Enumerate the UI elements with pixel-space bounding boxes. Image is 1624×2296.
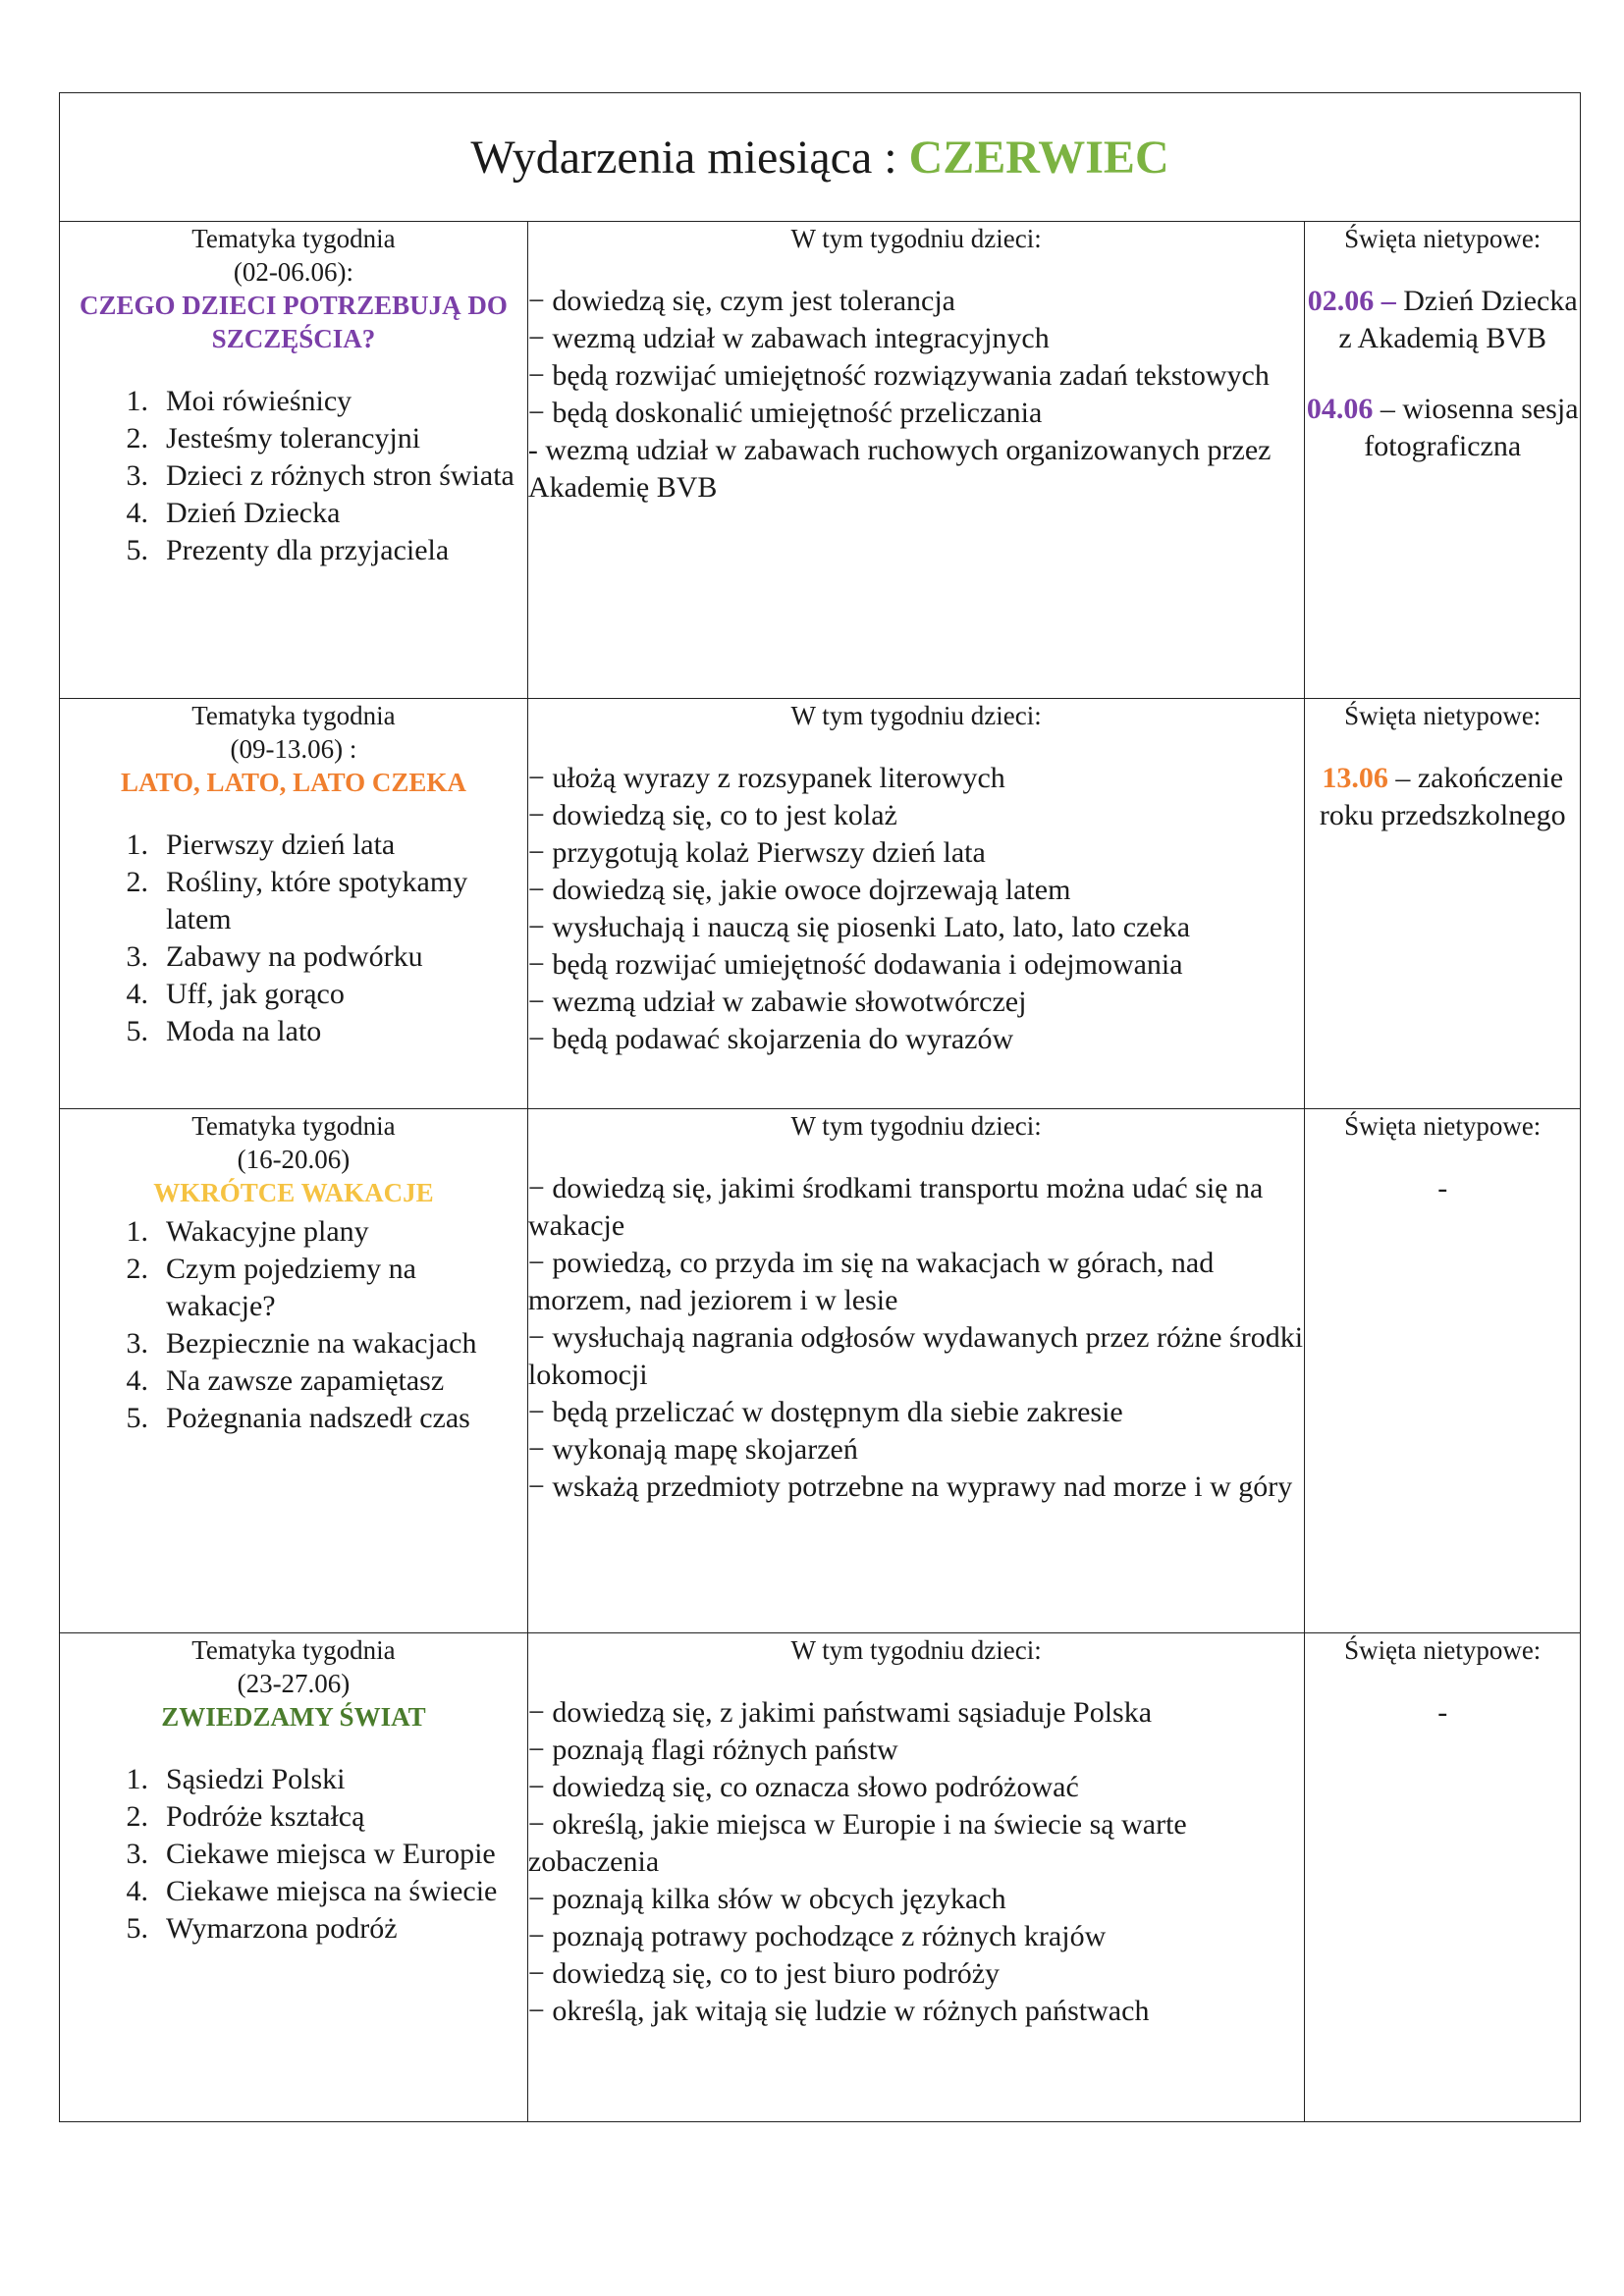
activity-item: − wskażą przedmioty potrzebne na wyprawy nad morze i w góry [527,1470,1293,1503]
holidays-header: Święta nietypowe: [1344,1111,1542,1141]
activity-item: − wykonają mapę skojarzeń [527,1433,858,1466]
topic-list [60,1213,527,1437]
week-holidays-cell [1305,1109,1581,1633]
activity-item: − będą podawać skojarzenia do wyrazów [527,1023,1014,1055]
topic-item: 2. Jesteśmy tolerancyjni [126,422,421,454]
topic-list [60,383,527,569]
topic-item: 5. Prezenty dla przyjaciela [126,534,450,566]
theme-name: ZWIEDZAMY ŚWIAT [161,1702,426,1732]
activity-item: − dowiedzą się, co to jest kolaż [527,799,897,831]
topic-item: 4. Uff, jak gorąco [126,978,345,1010]
topic-item: 3. Bezpiecznie na wakacjach [126,1327,477,1360]
theme-name: CZEGO DZIECI POTRZEBUJĄ DO SZCZĘŚCIA? [80,291,508,353]
monthly-events-table [59,92,1581,2122]
title-month: CZERWIEC [908,131,1169,184]
topic-item: 3. Dzieci z różnych stron świata [126,459,514,492]
activity-item: − poznają flagi różnych państw [527,1734,898,1766]
holiday-text: Dzień Dziecka z Akademią BVB [1338,285,1578,354]
topic-item: 5. Pożegnania nadszedł czas [126,1402,470,1434]
activity-item: − dowiedzą się, z jakimi państwami sąsiaduje Polska [527,1696,1153,1729]
topic-item: 3. Ciekawe miejsca w Europie [126,1838,496,1870]
activities-header: W tym tygodniu dzieci: [790,224,1042,253]
holidays-header: Święta nietypowe: [1344,1635,1542,1665]
week-row-2 [60,699,1581,1109]
holiday-date: 02.06 – [1307,285,1396,317]
topic-item: 1. Pierwszy dzień lata [126,828,396,861]
topic-item: 5. Wymarzona podróż [126,1912,398,1945]
theme-dates: (16-20.06) [237,1145,351,1174]
topic-item: 1. Wakacyjne plany [126,1215,369,1248]
topic-item: 2. Czym pojedziemy na wakacje? [126,1253,416,1322]
topic-item: 1. Sąsiedzi Polski [126,1763,346,1795]
theme-label: Tematyka tygodnia [191,701,396,730]
activity-item: − określą, jakie miejsca w Europie i na świecie są warte zobaczenia [527,1808,1187,1878]
activity-item: − wezmą udział w zabawach integracyjnych [527,322,1050,354]
week-theme-cell [60,1633,528,2122]
topic-item: 2. Podróże kształcą [126,1800,365,1833]
week-activities-cell [527,1109,1305,1633]
activity-item: − dowiedzą się, jakie owoce dojrzewają latem [527,874,1071,906]
topic-list [60,1761,527,1948]
holiday-date: 04.06 [1306,393,1374,425]
activity-item: − ułożą wyrazy z rozsypanek literowych [527,762,1005,794]
activity-item: − dowiedzą się, czym jest tolerancja [527,285,955,317]
title-prefix: Wydarzenia miesiąca : [470,131,897,184]
holiday-date: 13.06 [1322,762,1388,794]
activity-item: − poznają potrawy pochodzące z różnych krajów [527,1920,1107,1952]
holiday-text: – zakończenie roku przedszkolnego [1319,762,1566,831]
holiday-text: – wiosenna sesja fotograficzna [1364,393,1579,462]
activity-item: − poznają kilka słów w obcych językach [527,1883,1006,1915]
holiday-entry [1305,391,1580,465]
holidays-none: - [1437,1696,1448,1729]
activity-item: − dowiedzą się, jakimi środkami transportu można udać się na wakacje [527,1172,1264,1242]
theme-name: WKRÓTCE WAKACJE [153,1178,434,1207]
week-theme-cell [60,222,528,699]
theme-label: Tematyka tygodnia [191,1635,396,1665]
theme-label: Tematyka tygodnia [191,224,396,253]
activity-item: − dowiedzą się, co to jest biuro podróży [527,1957,1001,1990]
activity-item: − określą, jak witają się ludzie w różnych państwach [527,1995,1150,2027]
week-activities-cell [527,1633,1305,2122]
holiday-entry [1305,760,1580,834]
week-holidays-cell [1305,699,1581,1109]
week-holidays-cell [1305,222,1581,699]
week-holidays-cell [1305,1633,1581,2122]
page-title [60,93,1581,222]
activity-item: − przygotują kolaż Pierwszy dzień lata [527,836,986,869]
week-row-4 [60,1633,1581,2122]
activity-item: − wezmą udział w zabawie słowotwórczej [527,986,1027,1018]
activity-item: - wezmą udział w zabawach ruchowych organizowanych przez Akademię BVB [527,434,1272,504]
holidays-header: Święta nietypowe: [1344,224,1542,253]
topic-item: 4. Dzień Dziecka [126,497,341,529]
week-row-3 [60,1109,1581,1633]
topic-item: 3. Zabawy na podwórku [126,940,423,973]
topic-item: 4. Ciekawe miejsca na świecie [126,1875,498,1907]
activity-item: − dowiedzą się, co oznacza słowo podróżować [527,1771,1079,1803]
theme-name: LATO, LATO, LATO CZEKA [121,768,466,797]
topic-list [60,827,527,1050]
activity-item: − powiedzą, co przyda im się na wakacjach w górach, nad morzem, nad jeziorem i w lesie [527,1247,1215,1316]
week-row-1 [60,222,1581,699]
activity-item: − będą rozwijać umiejętność dodawania i odejmowania [527,948,1183,981]
topic-item: 2. Rośliny, które spotykamy latem [126,866,468,935]
activities-header: W tym tygodniu dzieci: [790,1111,1042,1141]
activities-header: W tym tygodniu dzieci: [790,701,1042,730]
week-theme-cell [60,699,528,1109]
topic-item: 4. Na zawsze zapamiętasz [126,1364,445,1397]
topic-item: 5. Moda na lato [126,1015,322,1047]
week-activities-cell [527,222,1305,699]
activity-item: − wysłuchają i nauczą się piosenki Lato, lato, lato czeka [527,911,1191,943]
holidays-header: Święta nietypowe: [1344,701,1542,730]
document-page [59,92,1581,2122]
activity-item: − będą doskonalić umiejętność przeliczania [527,397,1043,429]
activities-header: W tym tygodniu dzieci: [790,1635,1042,1665]
title-row [60,93,1581,222]
holiday-entry [1305,283,1580,357]
activity-item: − będą rozwijać umiejętność rozwiązywania zadań tekstowych [527,359,1270,392]
theme-label: Tematyka tygodnia [191,1111,396,1141]
holidays-none: - [1437,1172,1448,1204]
activity-item: − będą przeliczać w dostępnym dla siebie zakresie [527,1396,1123,1428]
theme-dates: (23-27.06) [237,1669,351,1698]
theme-dates: (09-13.06) : [230,734,357,764]
week-theme-cell [60,1109,528,1633]
topic-item: 1. Moi rówieśnicy [126,385,352,417]
week-activities-cell [527,699,1305,1109]
theme-dates: (02-06.06): [233,257,354,287]
activity-item: − wysłuchają nagrania odgłosów wydawanych przez różne środki lokomocji [527,1321,1304,1391]
